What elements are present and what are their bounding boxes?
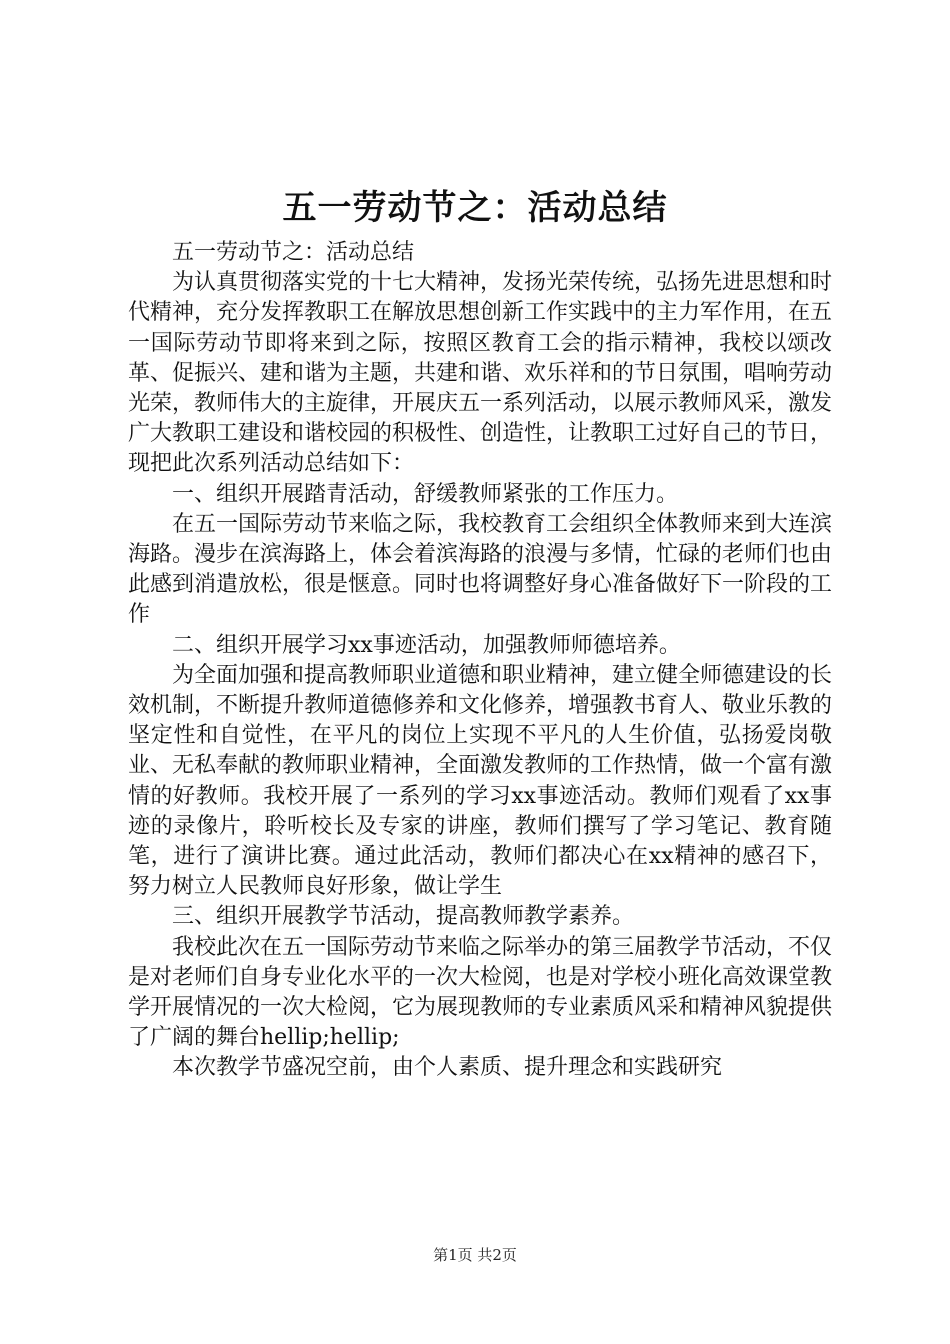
body-paragraph: 我校此次在五一国际劳动节来临之际举办的第三届教学节活动，不仅是对老师们自身专业化水平的一次大检阅，也是对学校小班化高效课堂教学开展情况的一次大检阅，它为展现教师的专业素质风采和精神风貌提供了广阔的舞台hellip;hellip; [128,934,833,1051]
body-paragraph: 为认真贯彻落实党的十七大精神，发扬光荣传统，弘扬先进思想和时代精神，充分发挥教职工在解放思想创新工作实践中的主力军作用，在五一国际劳动节即将来到之际，按照区教育工会的指示精神，我校以颂改革、促振兴、建和谐为主题，共建和谐、欢乐祥和的节日氛围，唱响劳动光荣，教师伟大的主旋律，开展庆五一系列活动，以展示教师风采，激发广大教职工建设和谐校园的积极性、创造性，让教职工过好自己的节日，现把此次系列活动总结如下： [128,270,833,477]
body-paragraph: 五一劳动节之：活动总结 [172,240,415,265]
body-paragraph: 一、组织开展踏青活动，舒缓教师紧张的工作压力。 [172,481,679,507]
body-paragraph: 三、组织开展教学节活动，提高教师教学素养。 [172,904,635,930]
body-paragraph: 二、组织开展学习xx事迹活动，加强教师师德培养。 [172,632,681,658]
body-paragraph: 为全面加强和提高教师职业道德和职业精神，建立健全师德建设的长效机制，不断提升教师道德修养和文化修养，增强教书育人、敬业乐教的坚定性和自觉性，在平凡的岗位上实现不平凡的人生价值，弘扬爱岗敬业、无私奉献的教师职业精神，全面激发教师的工作热情，做一个富有激情的好教师。我校开展了一系列的学习xx事迹活动。教师们观看了xx事迹的录像片，聆听校长及专家的讲座，教师们撰写了学习笔记、教育随笔，进行了演讲比赛。通过此活动，教师们都决心在xx精神的感召下，努力树立人民教师良好形象，做让学生 [128,662,833,900]
page-footer: 第1页 共2页 [433,1246,517,1264]
body-paragraph: 本次教学节盛况空前，由个人素质、提升理念和实践研究 [172,1055,723,1081]
document-title: 五一劳动节之：活动总结 [282,188,668,228]
document-body [128,238,832,1084]
body-paragraph: 在五一国际劳动节来临之际，我校教育工会组织全体教师来到大连滨海路。漫步在滨海路上，体会着滨海路的浪漫与多情，忙碌的老师们也由此感到消遣放松，很是惬意。同时也将调整好身心准备做好下一阶段的工作 [128,511,833,628]
